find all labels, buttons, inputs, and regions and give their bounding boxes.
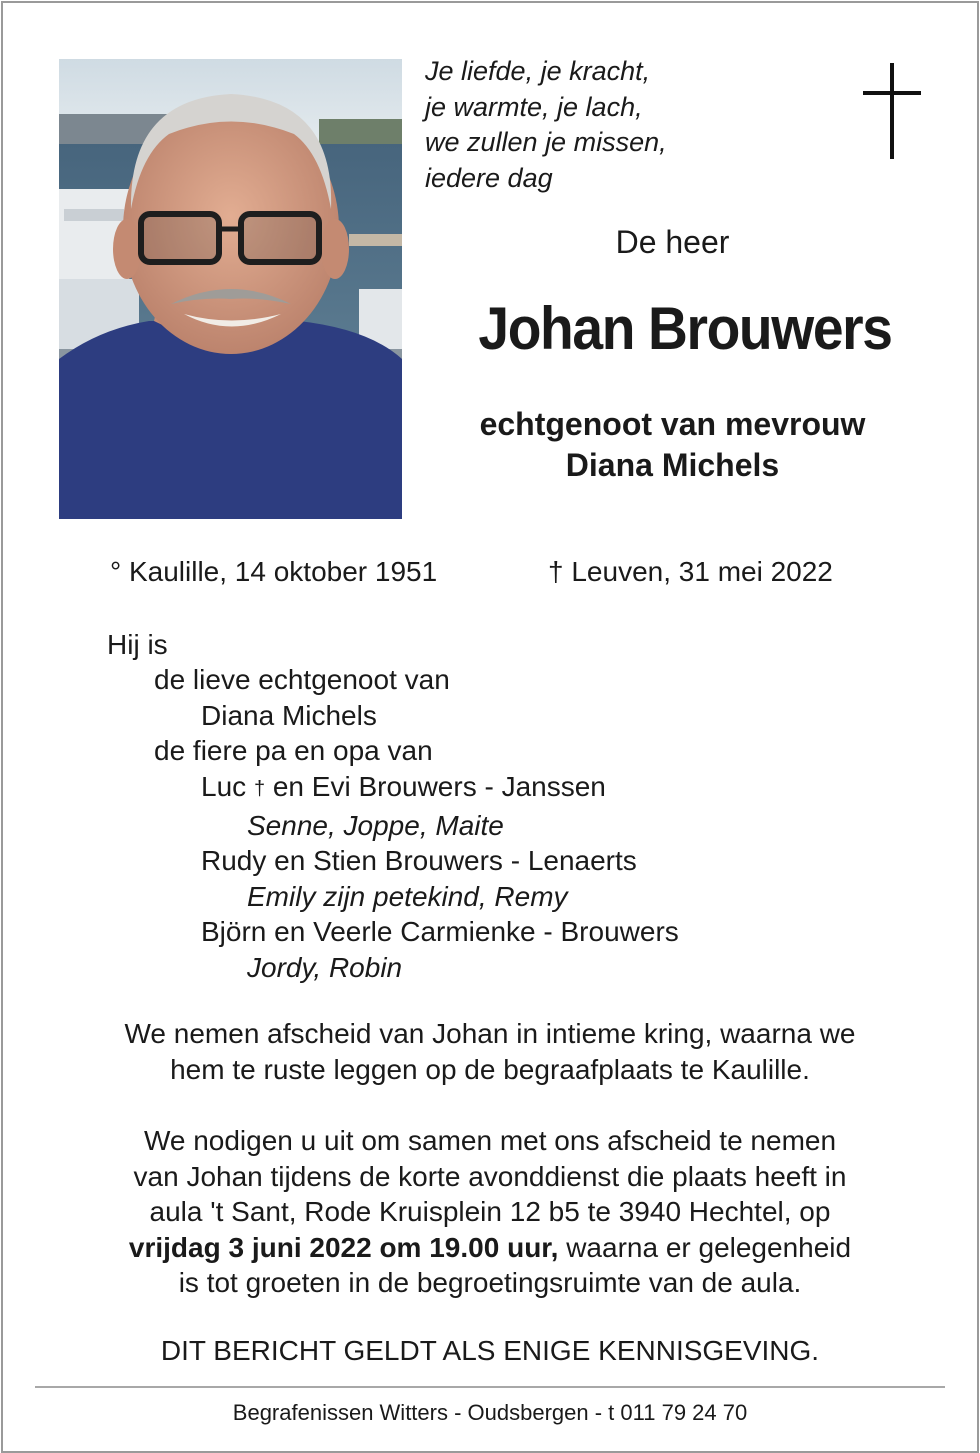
funeral-home-footer: Begrafenissen Witters - Oudsbergen - t 011 79 24 70 xyxy=(232,1400,748,1425)
farewell-line: We nemen afscheid van Johan in intieme kring, waarna we xyxy=(124,1018,856,1049)
notice-statement: DIT BERICHT GELDT ALS ENIGE KENNISGEVING. xyxy=(160,1335,820,1366)
invitation-line: aula 't Sant, Rode Kruisplein 12 b5 te 3940 Hechtel, op xyxy=(149,1196,831,1227)
poem-line: je warmte, je lach, xyxy=(425,91,643,122)
spouse-relation: echtgenoot van mevrouw xyxy=(479,406,866,442)
poem-line: iedere dag xyxy=(425,162,553,193)
birth-date: ° Kaulille, 14 oktober 1951 xyxy=(110,556,438,587)
spouse-name-listed: Diana Michels xyxy=(201,699,377,731)
child-partner: en Evi Brouwers - Janssen xyxy=(265,770,606,802)
spouse-name: Diana Michels xyxy=(565,447,780,483)
cross-icon xyxy=(863,63,921,159)
family-intro: Hij is xyxy=(107,629,168,660)
grandchildren-entry: Emily zijn petekind, Remy xyxy=(247,880,568,912)
child-entry xyxy=(0,769,679,808)
invitation-line: is tot groeten in de begroetingsruimte van de aula. xyxy=(178,1267,802,1298)
invitation-paragraph xyxy=(60,1123,920,1301)
children-label: de fiere pa en opa van xyxy=(154,735,433,767)
farewell-paragraph xyxy=(60,1016,920,1087)
grandchildren-entry: Jordy, Robin xyxy=(247,951,403,983)
farewell-line: hem te ruste leggen op de begraafplaats te Kaulille. xyxy=(170,1053,810,1085)
invitation-line xyxy=(60,1230,920,1266)
child-entry: Björn en Veerle Carmienke - Brouwers xyxy=(201,916,679,948)
service-datetime: vrijdag 3 juni 2022 om 19.00 uur, xyxy=(128,1231,559,1263)
family-list xyxy=(0,627,679,985)
invitation-line: van Johan tijdens de korte avonddienst die plaats heeft in xyxy=(133,1160,847,1192)
grandchildren-entry: Senne, Joppe, Maite xyxy=(247,810,504,842)
death-date: † Leuven, 31 mei 2022 xyxy=(548,556,833,587)
deceased-mark-icon: † xyxy=(253,777,266,800)
deceased-name: Johan Brouwers xyxy=(478,295,892,362)
invitation-line: We nodigen u uit om samen met ons afscheid te nemen xyxy=(143,1125,837,1156)
spouse-line xyxy=(420,404,925,486)
child-entry: Rudy en Stien Brouwers - Lenaerts xyxy=(201,845,637,877)
poem-line: Je liefde, je kracht, xyxy=(425,56,651,86)
invitation-line-rest: waarna er gelegenheid xyxy=(558,1231,852,1263)
memorial-poem xyxy=(425,54,667,196)
divider xyxy=(35,1386,945,1388)
honorific: De heer xyxy=(615,224,730,260)
spouse-label: de lieve echtgenoot van xyxy=(154,664,450,696)
child-first-name: Luc xyxy=(201,770,247,802)
poem-line: we zullen je missen, xyxy=(425,127,667,157)
portrait-photo xyxy=(59,59,402,519)
